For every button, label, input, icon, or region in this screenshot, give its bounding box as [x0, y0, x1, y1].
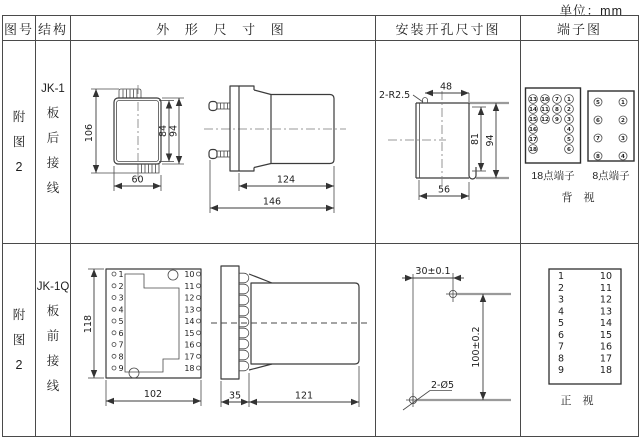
dim-hole-spacing-v: 100±0.2	[471, 326, 482, 368]
terminal-number: 5	[558, 318, 565, 329]
terminal-number: 14	[184, 317, 195, 326]
jk1q-side-view	[211, 266, 367, 407]
terminal-list-box	[549, 269, 621, 384]
wiring-label: 板前接线	[46, 304, 60, 393]
terminal-number: 13	[184, 305, 195, 315]
holes-diameter-note: 2-Ø5	[431, 380, 454, 391]
terminal-number: 10	[184, 270, 195, 279]
terminal-number: 18	[529, 147, 537, 153]
header-terminals: 端子图	[521, 16, 638, 41]
terminal-number: 8	[555, 107, 559, 113]
terminal-number: 15	[599, 329, 612, 341]
dim-body-length: 121	[294, 390, 314, 402]
terminal-number: 12	[599, 294, 612, 306]
dim-height-outer: 94	[485, 134, 496, 147]
dim-height-inner: 81	[470, 132, 481, 146]
jk1-outline-svg	[71, 41, 376, 244]
jk1q-terminals-svg	[521, 244, 638, 436]
terminal-number: 2	[621, 118, 625, 124]
terminal-number: 8	[596, 154, 600, 160]
terminal-number: 15	[184, 328, 195, 338]
terminal-number: 12	[541, 117, 549, 123]
dim-hole-spacing-h: 30±0.1	[415, 266, 451, 277]
terminal-number: 15	[529, 117, 537, 123]
terminal-18-label: 18点端子	[531, 170, 575, 182]
header-mounting: 安装开孔尺寸图	[376, 16, 521, 41]
terminal-number: 16	[184, 340, 195, 350]
dim-height-total: 106	[84, 123, 95, 143]
view-label-front: 正 视	[560, 395, 598, 407]
dim-bottom-width: 56	[437, 184, 451, 196]
row1-fig-no	[3, 41, 36, 244]
model-label: JK-1	[41, 83, 65, 95]
terminal-number: 7	[118, 340, 124, 350]
jk1-side-view	[204, 86, 346, 213]
terminal-number: 4	[567, 127, 571, 133]
terminal-number: 7	[558, 341, 565, 353]
terminal-number: 8	[118, 352, 124, 362]
terminal-number: 9	[558, 365, 565, 376]
dim-height-inner: 84	[158, 124, 169, 138]
terminal-number: 14	[599, 318, 612, 329]
terminal-number: 7	[555, 97, 559, 103]
unit-label: 单位：mm	[559, 4, 623, 18]
terminal-number: 5	[118, 317, 124, 326]
jk1-terminals-svg	[521, 41, 638, 244]
terminal-number: 5	[596, 100, 600, 106]
terminal-number: 6	[118, 328, 124, 338]
dim-height-outer: 94	[168, 124, 180, 138]
dim-flange-depth: 35	[228, 390, 242, 402]
header-structure: 结构	[36, 16, 71, 41]
dim-total-length: 146	[262, 196, 282, 208]
row2-fig-no	[3, 244, 36, 436]
dim-body-length: 124	[276, 174, 296, 186]
terminal-number: 17	[529, 137, 537, 143]
terminal-number: 3	[621, 136, 625, 142]
jk1q-outline-svg	[71, 244, 376, 436]
terminal-number: 2	[567, 107, 571, 113]
terminal-number: 4	[621, 154, 625, 160]
terminal-8-label: 8点端子	[592, 170, 630, 182]
fig-label: 附图2	[12, 307, 26, 372]
terminal-number: 6	[596, 118, 600, 124]
terminal-number: 1	[118, 270, 124, 279]
terminal-number: 14	[529, 107, 537, 113]
row2-structure	[36, 244, 71, 436]
terminal-number: 18	[599, 365, 612, 376]
terminal-number: 10	[599, 271, 612, 282]
terminal-number: 3	[567, 117, 571, 123]
terminal-number: 6	[567, 147, 571, 153]
header-outline: 外 形 尺 寸 图	[71, 16, 376, 41]
terminal-block-18	[526, 88, 581, 182]
terminal-block-8	[588, 91, 634, 182]
view-label-rear: 背 视	[561, 192, 599, 204]
terminal-number: 16	[599, 341, 612, 353]
terminal-number: 6	[558, 329, 565, 341]
terminal-number: 5	[567, 137, 571, 143]
model-label: JK-1Q	[36, 281, 70, 293]
row2-mounting-drawing	[376, 244, 521, 436]
dim-width: 102	[143, 389, 163, 400]
terminal-number: 18	[184, 364, 195, 373]
row1-terminal-diagram	[521, 41, 638, 244]
dim-top-width: 48	[439, 81, 453, 93]
jk1-front-view	[84, 85, 184, 191]
jk1-mounting-svg	[376, 41, 521, 244]
terminal-number: 17	[599, 353, 612, 365]
corner-radius-note: 2-R2.5	[379, 90, 411, 101]
terminal-number: 17	[184, 352, 195, 362]
terminal-number: 11	[599, 282, 612, 294]
terminal-number: 13	[529, 97, 537, 103]
terminal-number: 2	[558, 282, 565, 294]
terminal-number: 2	[118, 281, 124, 291]
terminal-number: 4	[118, 305, 124, 315]
terminal-number: 9	[555, 117, 559, 123]
row2-outline-drawing	[71, 244, 376, 436]
terminal-number: 1	[558, 271, 565, 282]
terminal-number: 4	[558, 306, 565, 318]
jk1-cutout-dims	[379, 82, 496, 201]
terminal-number: 1	[621, 100, 625, 106]
jk1q-mounting-svg	[376, 244, 521, 436]
row1-mounting-drawing	[376, 41, 521, 244]
terminal-number: 12	[184, 293, 195, 303]
fig-label: 附图2	[12, 109, 26, 174]
terminal-number: 11	[184, 281, 195, 291]
terminal-number: 3	[558, 294, 565, 306]
terminal-number: 16	[529, 127, 537, 133]
row1-outline-drawing	[71, 41, 376, 244]
terminal-number: 9	[118, 364, 124, 373]
terminal-number: 11	[541, 107, 549, 113]
wiring-label: 板后接线	[46, 106, 60, 195]
dim-height: 118	[83, 314, 94, 334]
terminal-number: 10	[541, 97, 549, 103]
terminal-number: 1	[567, 97, 571, 103]
terminal-number: 3	[118, 293, 124, 303]
dimension-table	[2, 15, 639, 437]
jk1q-front-view	[83, 269, 201, 406]
dim-width: 60	[131, 174, 144, 186]
row2-terminal-diagram	[521, 244, 638, 436]
terminal-number: 13	[599, 306, 612, 318]
jk1q-holes	[402, 266, 511, 410]
terminal-number: 8	[558, 353, 565, 365]
terminal-number: 7	[596, 136, 600, 142]
row1-structure	[36, 41, 71, 244]
header-fig-no: 图号	[3, 16, 36, 41]
